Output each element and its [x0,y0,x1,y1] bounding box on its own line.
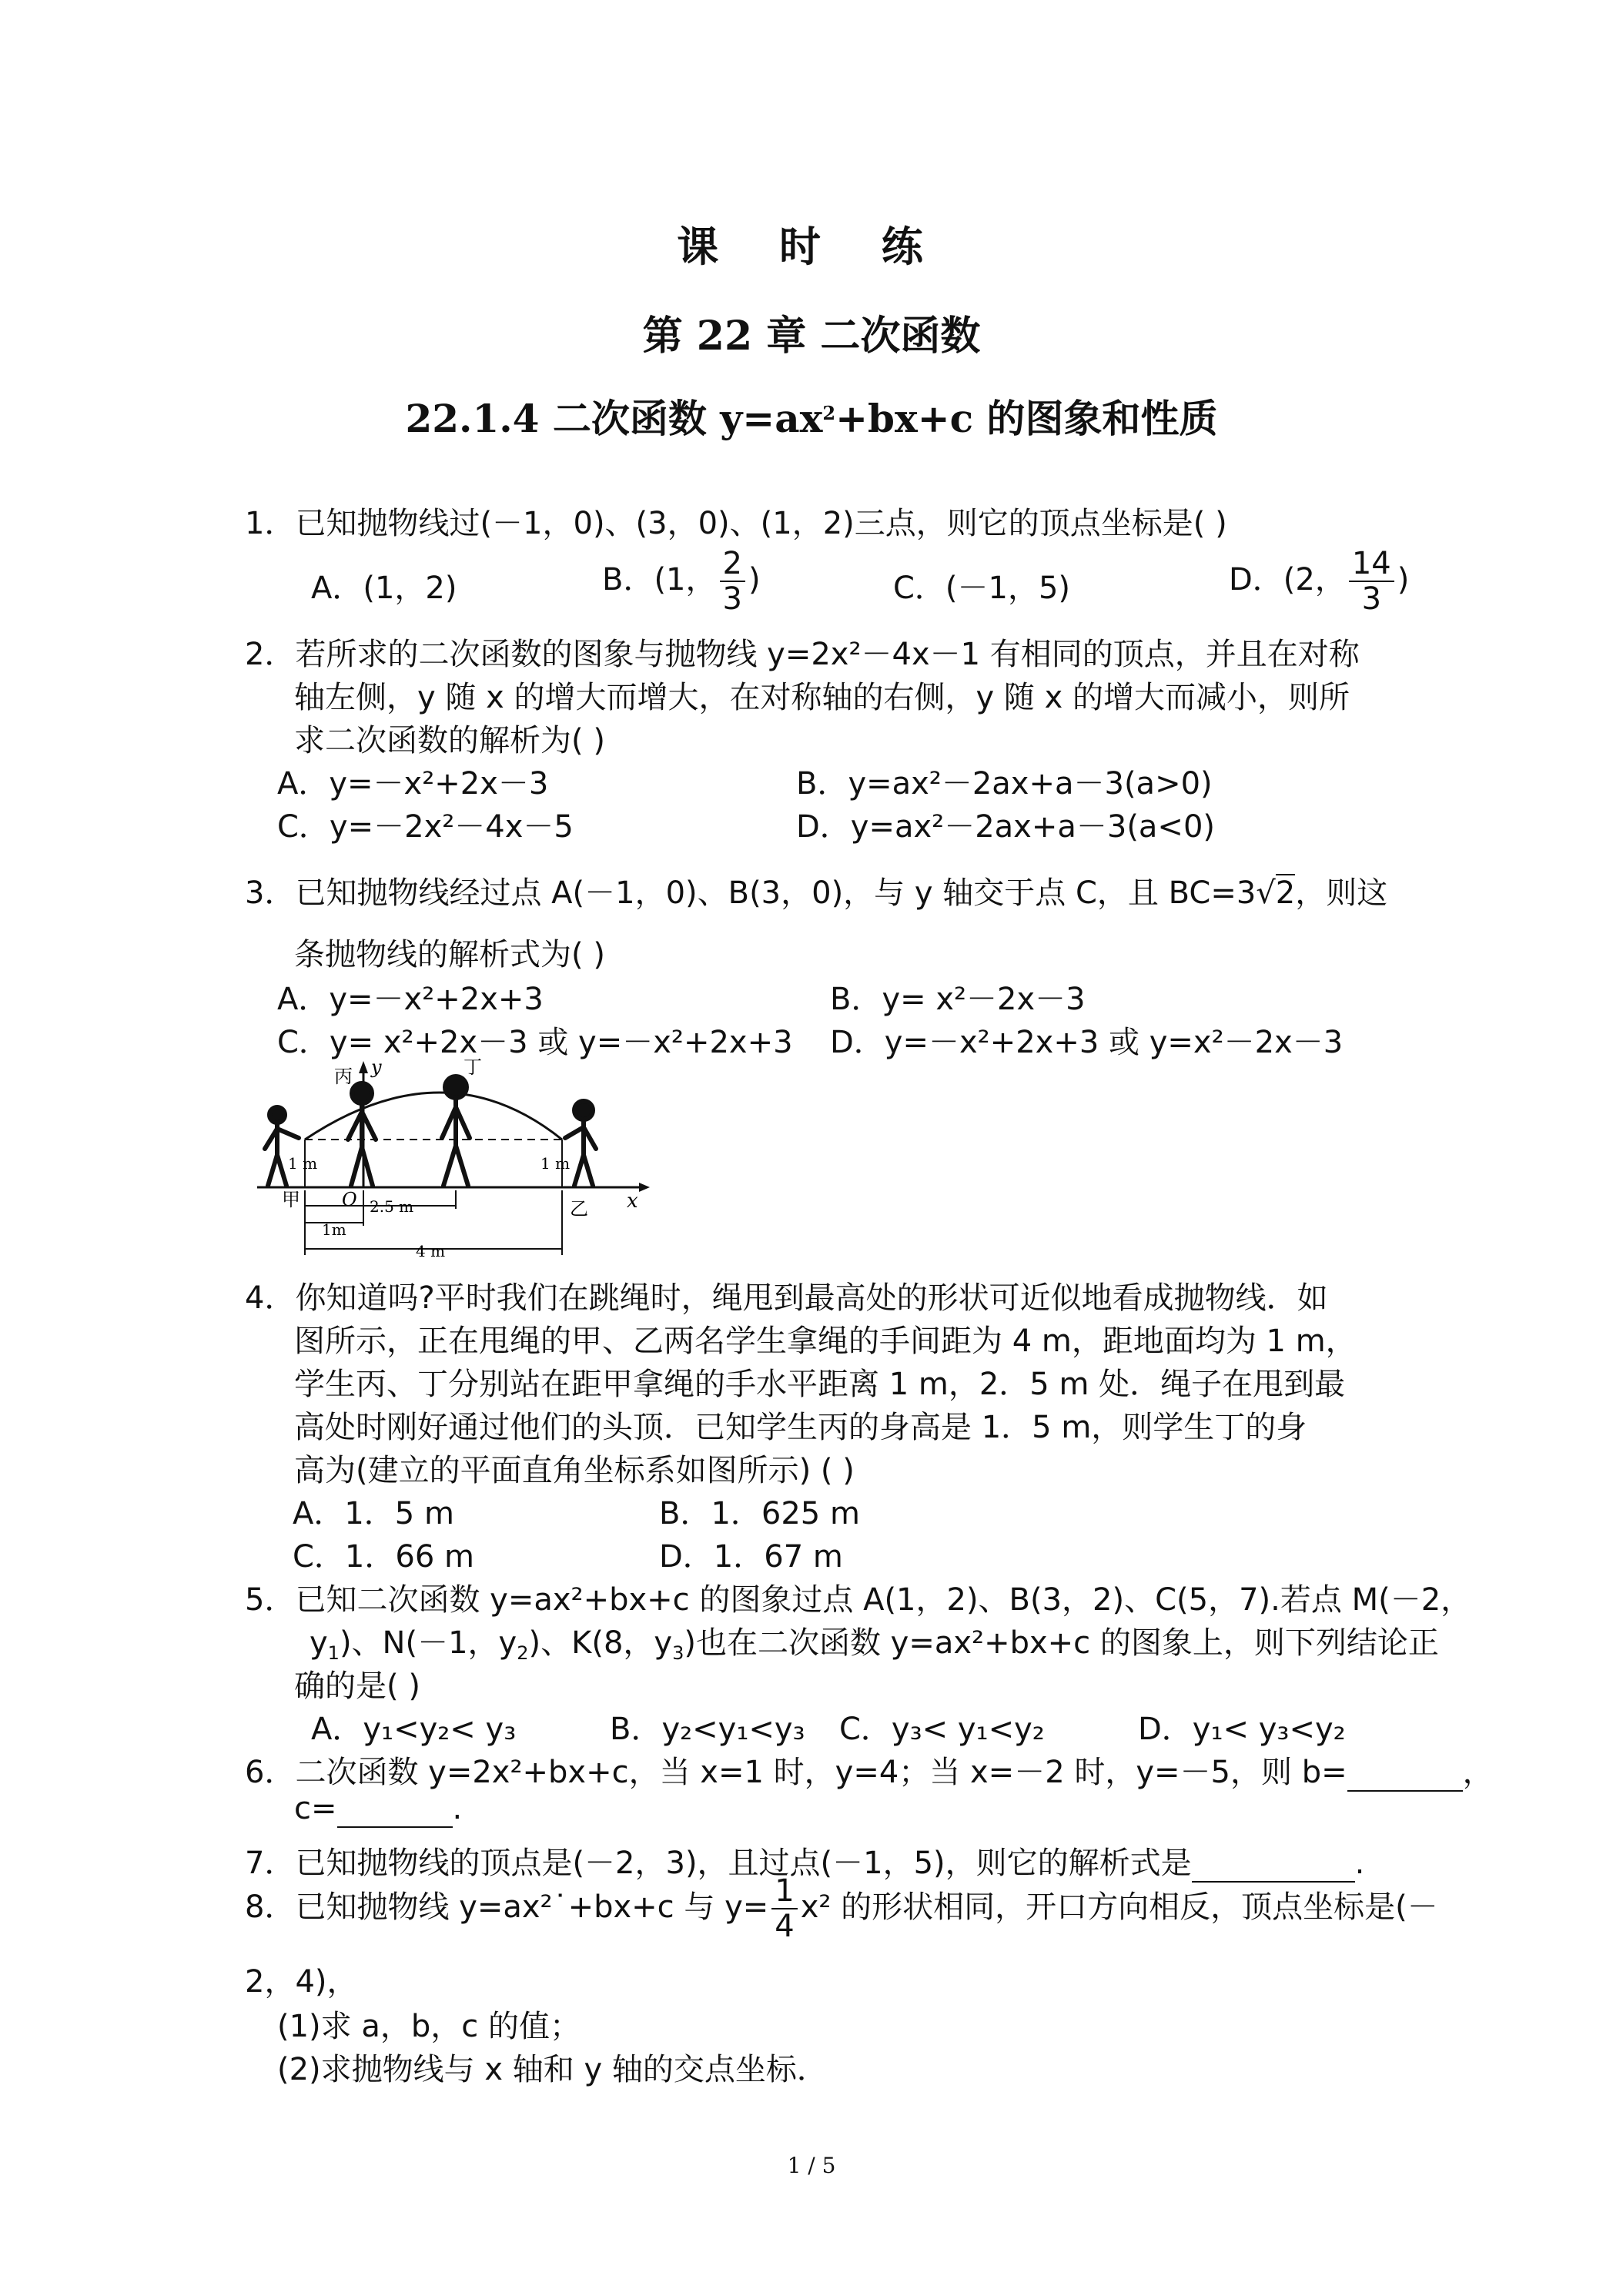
q6-line-2-end: . [452,1791,463,1826]
q5-option-a: A．y₁<y₂< y₃ [311,1712,517,1747]
q5-option-b: B．y₂<y₁<y₃ [610,1712,805,1747]
label-origin: O [342,1189,357,1210]
q3-line-2: 条抛物线的解析式为( ) [294,937,605,972]
q1-option-b-pre: B．(1， [602,562,717,597]
person-yi [565,1101,596,1186]
section-title-post: +bx+c 的图象和性质 [835,396,1218,441]
rope-parabola [305,1093,562,1140]
q2-option-b: B．y=ax²－2ax+a－3(a>0) [796,766,1213,802]
q8-sub-question-1: (1)求 a，b，c 的值； [277,2009,581,2044]
q1-option-b-post: ) [748,562,761,597]
q5-line-2-c-sub: 3 [672,1642,684,1664]
q8-numerator: 1 [771,1874,797,1909]
label-2-5m: 2.5 m [370,1197,414,1216]
q5-option-c: C．y₃< y₁<y₂ [839,1712,1045,1747]
q5-line-3: 确的是( ) [294,1668,420,1704]
q5-line-2 [310,1618,1439,1664]
section-title-pre: 22.1.4 二次函数 y=ax [405,396,823,441]
q5-line-2-d: )也在二次函数 y=ax²+bx+c 的图象上，则下列结论正 [684,1625,1439,1661]
q6-line-2 [294,1791,462,1828]
q1-option-b-numerator: 2 [720,547,745,582]
q8-sub-question-2: (2)求抛物线与 x 轴和 y 轴的交点坐标． [277,2052,828,2087]
q4-option-a: A．1．5 m [293,1496,454,1531]
person-bing [348,1083,376,1186]
q3-option-b: B．y= x²－2x－3 [830,982,1086,1017]
q6-line-1 [245,1748,1494,1792]
q7-end: . [1354,1846,1365,1881]
section-title-sup: 2 [822,402,836,424]
label-bing: 丙 [334,1066,353,1087]
q1-option-d-pre: D．(2， [1229,562,1346,597]
q3-option-c: C．y= x²+2x－3 或 y=－x²+2x+3 [277,1025,793,1060]
q4-option-c: C．1．66 m [293,1539,474,1575]
q6-b-blank[interactable] [1347,1755,1463,1792]
label-ding: 丁 [463,1056,482,1078]
label-1m-left: 1 m [288,1154,318,1173]
q8-denominator: 4 [775,1909,795,1944]
q8-line-1 [245,1874,1438,1943]
q3-sqrt-radicand: 2 [1275,875,1296,911]
q1-option-d-numerator: 14 [1349,547,1394,582]
q1-option-a: A．(1，2) [311,571,457,606]
q5-option-d: D．y₁< y₃<y₂ [1138,1712,1346,1747]
label-yi: 乙 [570,1198,588,1220]
q8-pre: 8．已知抛物线 y=ax²˙+bx+c 与 y= [245,1889,769,1925]
q5-line-2-a: y [310,1625,328,1661]
x-axis-arrow-icon [639,1183,650,1192]
section-title [0,388,1623,443]
q6-c-blank[interactable] [337,1791,453,1828]
q3-option-a: A．y=－x²+2x+3 [277,982,544,1017]
q2-option-c: C．y=－2x²－4x－5 [277,809,574,845]
q5-line-2-b-sub: 2 [517,1642,529,1664]
label-y: y [371,1056,382,1078]
chapter-title: 第 22 章 二次函数 [642,313,981,360]
q4-line-2: 图所示，正在甩绳的甲、乙两名学生拿绳的手间距为 4 m，距地面均为 1 m， [294,1324,1357,1359]
sqrt-sign-icon: √ [1256,875,1276,911]
q8-fraction [771,1874,797,1943]
q7-text: 7．已知抛物线的顶点是(－2，3)，且过点(－1，5)，则它的解析式是 [245,1846,1192,1881]
q2-line-1: 2．若所求的二次函数的图象与抛物线 y=2x²－4x－1 有相同的顶点，并且在对称 [245,637,1360,672]
q1-option-b-denominator: 3 [722,581,742,617]
q2-line-3: 求二次函数的解析为( ) [294,723,605,758]
q4-line-3: 学生丙、丁分别站在距甲拿绳的手水平距离 1 m，2．5 m 处．绳子在甩到最 [294,1367,1346,1402]
q1-option-d-post: ) [1397,562,1410,597]
q1-option-b-fraction [720,547,745,616]
q5-line-2-b: )、N(－1，y [339,1625,517,1661]
q1-option-d-fraction [1349,547,1394,616]
q4-option-b: B．1．625 m [659,1496,860,1531]
label-jia: 甲 [282,1189,300,1210]
person-ding [442,1076,470,1186]
label-1m-right: 1 m [540,1154,571,1173]
q3-line-1-pre: 3．已知抛物线经过点 A(－1，0)、B(3，0)，与 y 轴交于点 C，且 BC=3 [245,875,1257,911]
page-title: 课 时 练 [677,222,946,271]
q4-line-5: 高为(建立的平面直角坐标系如图所示) ( ) [294,1453,855,1488]
label-4m: 4 m [416,1242,446,1260]
y-axis-arrow-icon [359,1061,368,1073]
label-x: x [627,1190,638,1213]
q1-option-d [1229,547,1409,616]
jump-rope-figure [254,1055,654,1263]
q1-option-d-denominator: 3 [1361,581,1382,617]
q8-post: x² 的形状相同，开口方向相反，顶点坐标是(－ [800,1889,1438,1925]
q6-line-1-text: 6．二次函数 y=2x²+bx+c，当 x=1 时，y=4；当 x=－2 时，y=－5，则 b= [245,1755,1347,1790]
q6-line-2-pre: c= [294,1791,337,1826]
q2-line-2: 轴左侧，y 随 x 的增大而增大，在对称轴的右侧，y 随 x 的增大而减小，则所 [294,680,1350,715]
q1-option-b [602,547,761,616]
q4-line-4: 高处时刚好通过他们的头顶．已知学生丙的身高是 1．5 m，则学生丁的身 [294,1410,1307,1445]
q1-stem: 1．已知抛物线过(－1，0)、(3，0)、(1，2)三点，则它的顶点坐标是( ) [245,506,1227,541]
q3-line-1-post: ，则这 [1295,875,1388,911]
q2-option-a: A．y=－x²+2x－3 [277,766,549,802]
q5-line-2-a-sub: 1 [327,1642,340,1664]
person-jia [265,1107,299,1186]
q1-option-c: C．(－1，5) [893,571,1071,606]
q8-line-2: 2，4)， [245,1964,358,2000]
q6-line-1-end: ， [1462,1755,1494,1790]
q3-option-d: D．y=－x²+2x+3 或 y=x²－2x－3 [830,1025,1344,1060]
q5-line-1: 5．已知二次函数 y=ax²+bx+c 的图象过点 A(1，2)、B(3，2)、C(5，7).若点 M(－2， [245,1582,1472,1618]
q3-line-1 [245,869,1387,912]
q4-option-d: D．1．67 m [659,1539,843,1575]
q5-line-2-c: )、K(8，y [528,1625,673,1661]
q4-line-1: 4．你知道吗?平时我们在跳绳时，绳甩到最高处的形状可近似地看成抛物线．如 [245,1280,1328,1316]
q2-option-d: D．y=ax²－2ax+a－3(a<0) [796,809,1216,845]
label-1m-bottom: 1m [322,1220,346,1239]
page-number: 1 / 5 [787,2153,836,2178]
